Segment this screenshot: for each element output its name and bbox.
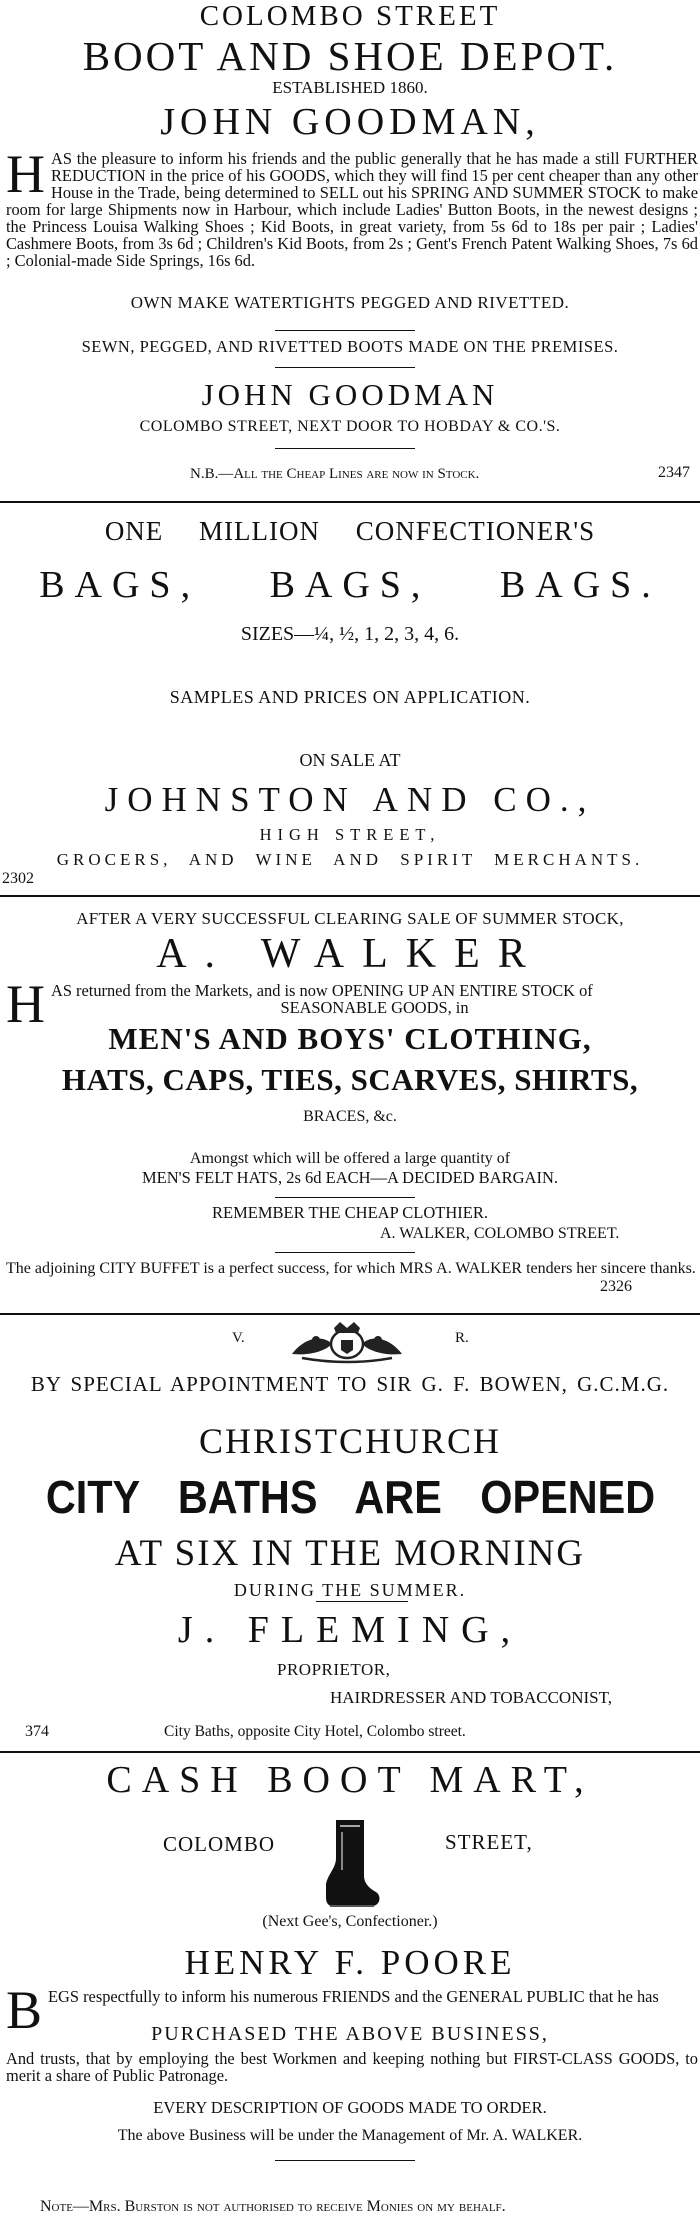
ad5-note: Note—Mrs. Burston is not authorised to receive Monies on my behalf. — [40, 2198, 506, 2215]
ad3-clothing: MEN'S AND BOYS' CLOTHING, — [108, 1021, 592, 1056]
ad4-appointment: BY SPECIAL APPOINTMENT TO SIR G. F. BOWEN, G.C.M.G. — [30, 1372, 670, 1396]
ad4-during-summer: DURING THE SUMMER. — [233, 1580, 467, 1600]
ad3-intro-line2: SEASONABLE GOODS, in — [280, 998, 469, 1017]
ad5-purchased: PURCHASED THE ABOVE BUSINESS, — [151, 2023, 549, 2045]
ad1-body-paragraph — [6, 144, 698, 270]
ad4-six-morning: AT SIX IN THE MORNING — [114, 1533, 586, 1574]
ad2-sizes: SIZES—¼, ½, 1, 2, 3, 4, 6. — [240, 623, 460, 645]
ad5-next-gees: (Next Gee's, Confectioner.) — [262, 1913, 438, 1930]
ad1-body-text: AS the pleasure to inform his friends and the public generally that he has made a still FURTHER REDUCTION in the price of his GOODS, which they will find 15 per cent cheaper than any other House in the Trade, being determined to SELL out his SPRING AND SUMMER STOCK to make room for large Shipments now in Harbour, which include Ladies' Button Boots, in the newest designs ; the Princess Louisa Walking Shoes ; Kid Boots, in great variety, from 5s 6d to 18s per pair ; Ladies' Cashmere Boots, from 3s 6d ; Children's Kid Boots, from 2s ; Gent's French Patent Walking Shoes, 7s 6d ; Colonial-made Side Springs, 16s 6d. — [6, 149, 698, 270]
ad1-name-repeat: JOHN GOODMAN — [201, 377, 499, 412]
ad3-felt-hats: MEN'S FELT HATS, 2s 6d EACH—A DECIDED BARGAIN. — [142, 1168, 558, 1187]
ad4-ref-number: 374 — [25, 1723, 49, 1740]
ad2-on-sale: ON SALE AT — [299, 750, 401, 770]
ad2-samples: SAMPLES AND PRICES ON APPLICATION. — [169, 687, 531, 707]
ad1-established: ESTABLISHED 1860. — [272, 78, 428, 97]
ad3-after-sale: AFTER A VERY SUCCESSFUL CLEARING SALE OF SUMMER STOCK, — [76, 909, 624, 928]
ad1-sewn: SEWN, PEGGED, AND RIVETTED BOOTS MADE ON THE PREMISES. — [81, 337, 619, 356]
ad1-proprietor-name: JOHN GOODMAN, — [160, 101, 540, 143]
ad5-every-description: EVERY DESCRIPTION OF GOODS MADE TO ORDER. — [153, 2098, 547, 2117]
ad5-henry-poore: HENRY F. POORE — [184, 1943, 516, 1982]
ad1-nb-note: N.B.—All the Cheap Lines are now in Stock. — [190, 466, 480, 482]
ad5-dropcap: B — [6, 1980, 43, 2040]
ad1-line1: COLOMBO STREET — [199, 0, 501, 32]
ad1-dropcap: H — [6, 144, 45, 204]
ad4-ad5-separator — [0, 1751, 700, 1753]
ad4-proprietor: PROPRIETOR, — [277, 1660, 391, 1679]
ad5-colombo: COLOMBO — [163, 1832, 276, 1856]
ad1-divider-3 — [275, 448, 415, 449]
ad2-street: HIGH STREET, — [259, 825, 441, 844]
ad2-line1: ONE MILLION CONFECTIONER'S — [104, 516, 596, 546]
ad2-trade: GROCERS, AND WINE AND SPIRIT MERCHANTS. — [56, 850, 644, 869]
ad3-divider-1 — [275, 1197, 415, 1198]
ad3-amongst: Amongst which will be offered a large quantity of — [189, 1150, 511, 1167]
ad5-management: The above Business will be under the Management of Mr. A. WALKER. — [117, 2127, 583, 2144]
ad4-baths-opened: CITY BATHS ARE OPENED — [45, 1471, 655, 1523]
ad5-trusts: And trusts, that by employing the best Workmen and keeping nothing but FIRST-CLASS GOODS, to merit a share of Public Patronage. — [6, 2049, 698, 2085]
ad5-intro-text: EGS respectfully to inform his numerous FRIENDS and the GENERAL PUBLIC that he has — [48, 1987, 659, 2006]
ad4-fleming: J. FLEMING, — [177, 1609, 523, 1651]
ad4-christchurch: CHRISTCHURCH — [198, 1421, 502, 1461]
ad1-own-make: OWN MAKE WATERTIGHTS PEGGED AND RIVETTED. — [130, 293, 570, 312]
ad1-title: BOOT AND SHOE DEPOT. — [82, 33, 618, 79]
ad4-hairdresser: HAIRDRESSER AND TOBACCONIST, — [330, 1688, 612, 1707]
ad5-divider — [275, 2160, 415, 2161]
ad5-street: STREET, — [445, 1830, 533, 1854]
ad4-city-baths-address: City Baths, opposite City Hotel, Colombo street. — [164, 1723, 466, 1740]
ad3-intro — [6, 974, 698, 1034]
ad4-r-letter: R. — [455, 1330, 469, 1346]
boot-icon — [318, 1818, 382, 1910]
ad4-summer-underline — [316, 1601, 408, 1602]
ad3-ad4-separator — [0, 1313, 700, 1315]
ad3-intro-line1: AS returned from the Markets, and is now OPENING UP AN ENTIRE STOCK of — [51, 981, 593, 1000]
ad3-name: A. WALKER — [156, 931, 544, 977]
ad2-bags: BAGS, BAGS, BAGS. — [39, 564, 661, 606]
ad3-dropcap: H — [6, 974, 45, 1034]
ad3-ref-number: 2326 — [600, 1278, 632, 1295]
ad2-ad3-separator — [0, 895, 700, 897]
ad3-remember: REMEMBER THE CHEAP CLOTHIER. — [212, 1203, 488, 1222]
ad4-v-letter: V. — [232, 1330, 245, 1346]
ad1-ad2-separator — [0, 501, 700, 503]
ad3-buffet-note: The adjoining CITY BUFFET is a perfect success, for which MRS A. WALKER tenders her sincere thanks. — [6, 1260, 696, 1277]
ad3-hats-line: HATS, CAPS, TIES, SCARVES, SHIRTS, — [61, 1062, 639, 1097]
ad3-divider-2 — [275, 1252, 415, 1253]
ad5-cash-boot-mart: CASH BOOT MART, — [106, 1759, 594, 1801]
ad3-braces: BRACES, &c. — [303, 1108, 397, 1125]
ad1-address: COLOMBO STREET, NEXT DOOR TO HOBDAY & CO.'S. — [139, 418, 561, 435]
royal-coat-of-arms-icon — [282, 1320, 412, 1364]
ad2-ref-number: 2302 — [2, 870, 34, 887]
ad1-ref-number: 2347 — [658, 464, 690, 481]
ad3-walker-address: A. WALKER, COLOMBO STREET. — [380, 1225, 620, 1242]
ad2-company: JOHNSTON AND CO., — [104, 780, 596, 819]
ad1-divider-2 — [275, 367, 415, 368]
ad1-divider-1 — [275, 330, 415, 331]
